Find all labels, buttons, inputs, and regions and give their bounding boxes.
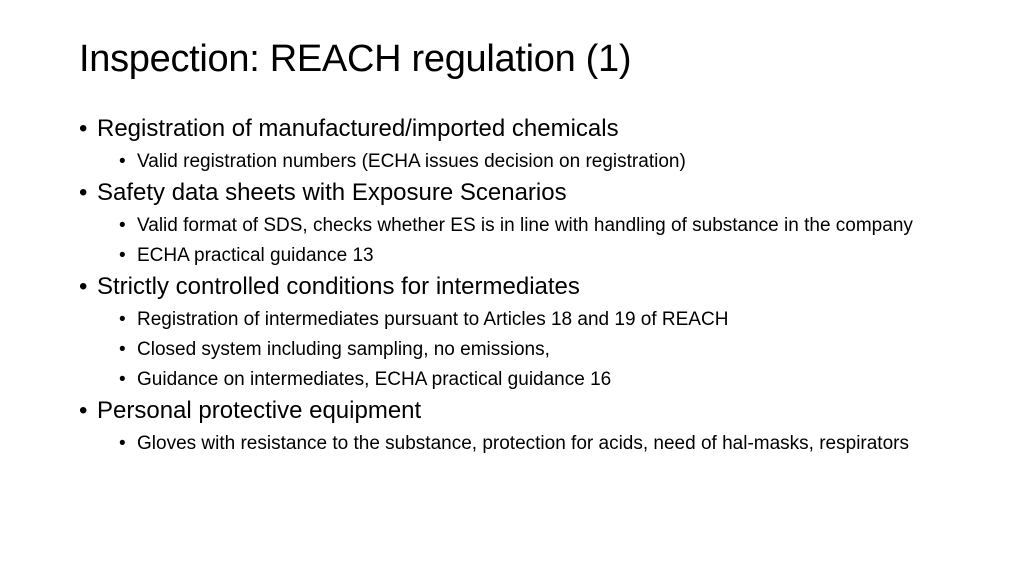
slide-title: Inspection: REACH regulation (1) [79, 38, 632, 80]
bullet-item-registration [79, 114, 959, 144]
bullet-text: Safety data sheets with Exposure Scenarios [97, 179, 567, 206]
sub-bullet-item [119, 431, 947, 456]
bullet-text: Strictly controlled conditions for intermediates [97, 273, 580, 300]
bullet-icon: • [119, 433, 126, 454]
bullet-icon: • [79, 115, 88, 142]
sub-bullet-text: Closed system including sampling, no emissions, [137, 339, 550, 360]
bullet-item-ppe [79, 396, 959, 426]
bullet-icon: • [119, 215, 126, 236]
sub-bullet-item [119, 307, 947, 332]
sub-bullet-text: Valid registration numbers (ECHA issues decision on registration) [137, 151, 686, 172]
sub-bullet-text: Valid format of SDS, checks whether ES is in line with handling of substance in the company [137, 215, 913, 236]
bullet-icon: • [119, 339, 126, 360]
bullet-list [79, 114, 959, 456]
bullet-text: Personal protective equipment [97, 397, 422, 424]
sub-bullet-text: Gloves with resistance to the substance, protection for acids, need of hal-masks, respirators [137, 433, 909, 454]
bullet-icon: • [79, 179, 88, 206]
bullet-item-intermediates [79, 272, 959, 302]
sub-bullet-text: Guidance on intermediates, ECHA practical guidance 16 [137, 369, 612, 390]
sub-bullet-item [119, 243, 947, 268]
sub-bullet-text: ECHA practical guidance 13 [137, 245, 374, 266]
sub-bullet-item [119, 337, 947, 362]
sub-bullet-item [119, 367, 947, 392]
bullet-icon: • [119, 369, 126, 390]
sub-bullet-item [119, 213, 947, 238]
sub-bullet-text: Registration of intermediates pursuant to Articles 18 and 19 of REACH [137, 309, 729, 330]
sub-bullet-item [119, 149, 947, 174]
bullet-text: Registration of manufactured/imported chemicals [97, 115, 619, 142]
bullet-icon: • [119, 245, 126, 266]
bullet-icon: • [79, 273, 88, 300]
bullet-icon: • [119, 151, 126, 172]
bullet-icon: • [79, 397, 88, 424]
bullet-item-safety-data-sheets [79, 178, 959, 208]
bullet-icon: • [119, 309, 126, 330]
